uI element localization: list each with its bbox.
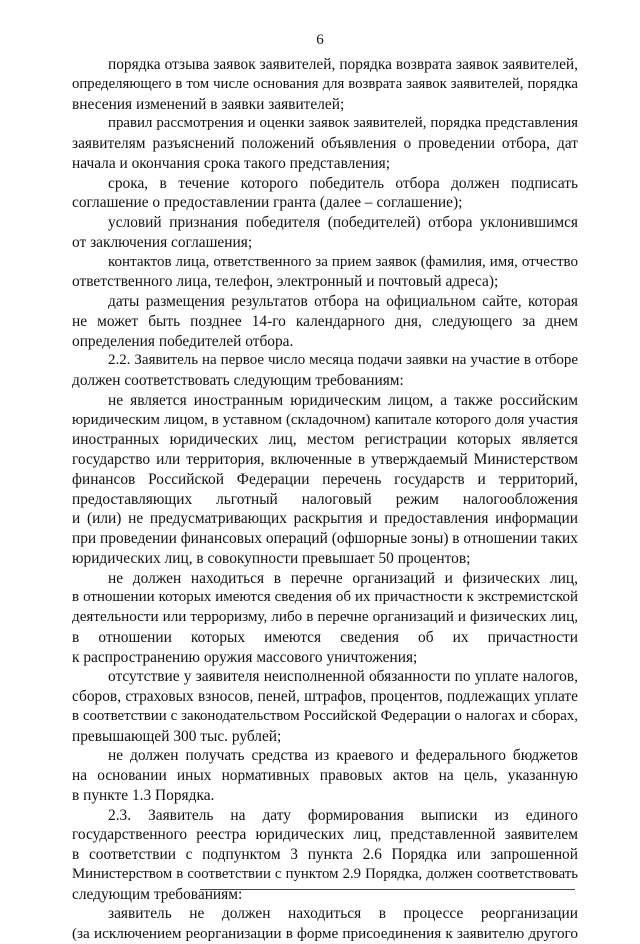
text-line: в отношении которых имеются сведения об их причастности к экстремистской (72, 589, 578, 606)
text-line: 2.2. Заявитель на первое число месяца подачи заявки на участие в отборе (108, 352, 578, 369)
text-line: определения победителей отбора. (72, 332, 294, 350)
document-body (72, 55, 578, 944)
text-line: правил рассмотрения и оценки заявок заявителей, порядка представления (108, 115, 578, 132)
text-line: 2.3. Заявитель на дату формирования выписки из единого (108, 806, 578, 824)
text-line: в соответствии с подпунктом 3 пункта 2.6 Порядка или запрошенной (72, 846, 578, 863)
text-line: (за исключением реорганизации в форме присоединения к заявителю другого (72, 925, 578, 942)
text-line: не должен находиться в перечне организаций и физических лиц, (108, 569, 578, 587)
text-line: не является иностранным юридическим лицом, а также российским (108, 391, 578, 409)
text-line: условий признания победителя (победителей) отбора уклонившимся (108, 214, 578, 231)
text-line: от заключения соглашения; (72, 233, 253, 251)
text-line: финансов Российской Федерации перечень государств и территорий, (72, 470, 578, 488)
page-number: 6 (316, 32, 324, 48)
text-line: следующим требованиям: (72, 885, 243, 903)
text-line: заявитель не должен находиться в процессе реорганизации (108, 905, 578, 923)
text-line: внесения изменений в заявки заявителей; (72, 95, 345, 113)
text-line: к распространению оружия массового уничтожения; (72, 648, 418, 666)
text-line: юридическим лицом, в уставном (складочном) капитале которого доля участия (72, 411, 578, 428)
footer-divider (200, 889, 575, 890)
text-line: не должен получать средства из краевого и федерального бюджетов (108, 747, 578, 765)
text-line: контактов лица, ответственного за прием заявок (фамилия, имя, отчество (108, 253, 578, 270)
text-line: срока, в течение которого победитель отбора должен подписать (108, 174, 578, 192)
text-line: порядка отзыва заявок заявителей, порядка возврата заявок заявителей, (108, 56, 578, 73)
text-line: юридических лиц, в совокупности превышает 50 процентов; (72, 549, 471, 567)
text-line: отсутствие у заявителя неисполненной обязанности по уплате налогов, (108, 668, 578, 686)
text-line: превышающей 300 тыс. рублей; (72, 727, 282, 745)
text-line: на основании иных нормативных правовых актов на цель, указанную (72, 767, 578, 784)
text-line: ответственного лица, телефон, электронный и почтовый адреса); (72, 273, 499, 291)
text-line: должен соответствовать следующим требованиям: (72, 372, 404, 389)
text-line: иностранных юридических лиц, местом регистрации которых является (72, 431, 578, 449)
text-line: и (или) не предусматривающих раскрытия и предоставления информации (72, 510, 578, 528)
text-line: государственного реестра юридических лиц, представленной заявителем (72, 826, 578, 844)
text-line: Министерством в соответствии с пунктом 2.9 Порядка, должен соответствовать (72, 865, 578, 882)
text-line: даты размещения результатов отбора на официальном сайте, которая (108, 293, 578, 310)
text-line: не может быть позднее 14-го календарного дня, следующего за днем (72, 312, 578, 330)
text-line: сборов, страховых взносов, пеней, штрафов, процентов, подлежащих уплате (72, 688, 578, 705)
text-line: соглашение о предоставлении гранта (далее – соглашение); (72, 194, 463, 212)
text-line: в пункте 1.3 Порядка. (72, 786, 215, 804)
text-line: заявителям разъяснений положений объявления о проведении отбора, дат (72, 135, 578, 152)
text-line: деятельности или терроризму, либо в перечне организаций и физических лиц, (72, 609, 578, 625)
text-line: начала и окончания срока такого представления; (72, 154, 391, 172)
text-line: предоставляющих льготный налоговый режим налогообложения (72, 490, 578, 508)
text-line: в соответствии с законодательством Российской Федерации о налогах и сборах, (72, 707, 578, 724)
text-line: определяющего в том числе основания для возврата заявок заявителей, порядка (72, 75, 578, 92)
text-line: в отношении которых имеются сведения об их причастности (72, 628, 578, 646)
text-line: государство или территория, включенные в утверждаемый Министерством (72, 451, 578, 468)
text-line: при проведении финансовых операций (офшорные зоны) в отношении таких (72, 530, 578, 547)
